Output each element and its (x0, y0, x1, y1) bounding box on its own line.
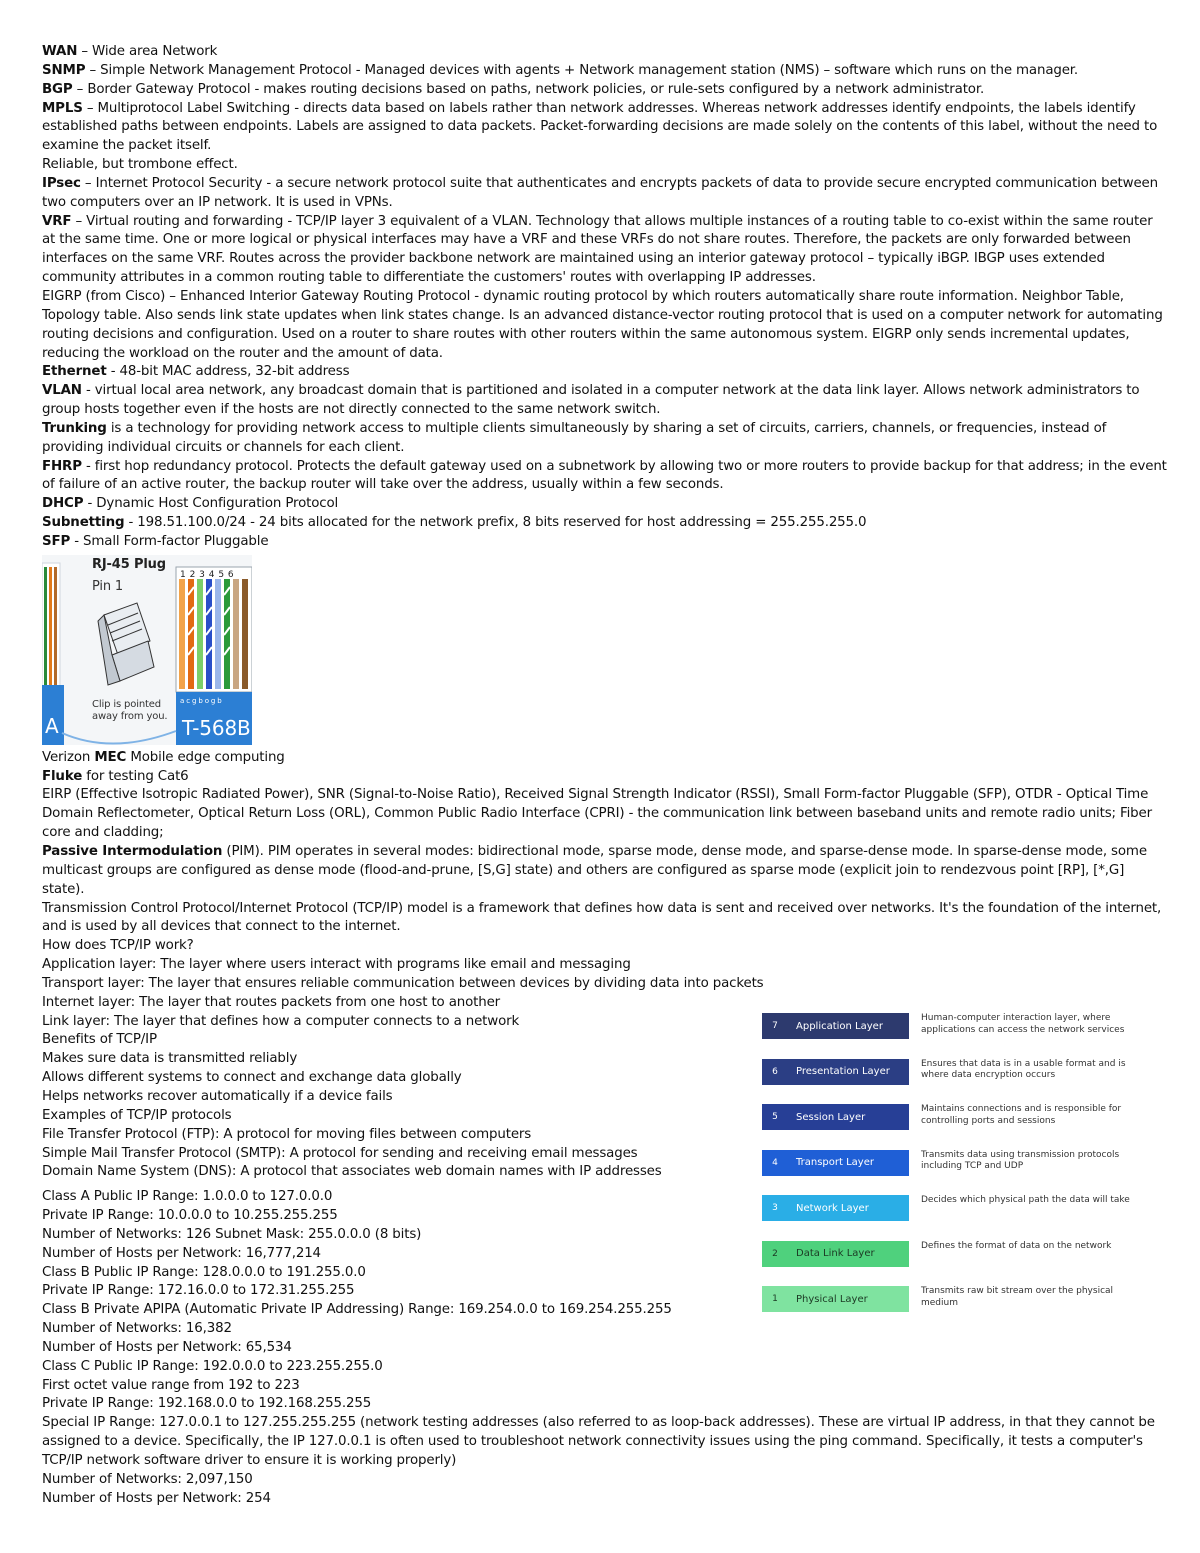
pin-number: 1 (180, 569, 186, 580)
ip-range-line: Private IP Range: 192.168.0.0 to 192.168.255.255 (42, 1396, 372, 1412)
tcp-ip-line: Simple Mail Transfer Protocol (SMTP): A protocol for sending and receiving email messages (42, 1145, 638, 1161)
tcp-ip-line: Examples of TCP/IP protocols (42, 1107, 232, 1123)
osi-layer-name: Session Layer (796, 1111, 866, 1123)
osi-layer-box (762, 1059, 909, 1085)
osi-layer-box (762, 1241, 909, 1267)
definition-paragraph (42, 533, 1167, 552)
definition-term: FHRP (42, 458, 82, 474)
definition-paragraph (42, 420, 1167, 458)
ip-range-line: Number of Networks: 2,097,150 (42, 1471, 253, 1487)
pin-number: 2 (189, 569, 196, 580)
osi-layer-box (762, 1195, 909, 1221)
tcp-ip-line: Allows different systems to connect and exchange data globally (42, 1070, 462, 1086)
tcp-ip-line: Link layer: The layer that defines how a computer connects to a network (42, 1013, 520, 1029)
osi-layer-number: 5 (772, 1112, 778, 1122)
osi-layer-number: 4 (772, 1157, 778, 1168)
osi-layer-description: Maintains connections and is responsible for controlling ports and sessions (921, 1104, 1122, 1126)
definition-text: EIRP (Effective Isotropic Radiated Power), SNR (Signal-to-Noise Ratio), Received Signal Strength Indicator (RSSI), Small Form-factor Pluggable (SFP), OTDR - Optical Time Domain Reflectometer, Optical Return Loss (ORL), Common Public Radio Interface (CPRI) - the communication link between baseband units and remote radio units; Fiber core and cladding; (42, 787, 1152, 841)
rj45-left-label: A (45, 713, 59, 738)
definition-term: MPLS (42, 100, 83, 116)
definition-term: Passive Intermodulation (42, 844, 223, 859)
rj45-title: RJ-45 Plug (92, 556, 166, 572)
tcp-ip-line: File Transfer Protocol (FTP): A protocol for moving files between computers (42, 1126, 532, 1142)
definition-term: BGP (42, 81, 73, 97)
definition-text: - Dynamic Host Configuration Protocol (83, 496, 339, 512)
osi-layer-name: Presentation Layer (796, 1066, 890, 1077)
definition-paragraph (42, 100, 1167, 157)
tcp-ip-line: Makes sure data is transmitted reliably (42, 1051, 298, 1067)
definition-term: Fluke (42, 768, 83, 784)
osi-layer-name: Application Layer (796, 1020, 883, 1032)
definition-term: WAN (42, 44, 78, 59)
osi-layer-row (762, 1059, 1152, 1105)
definition-paragraph (42, 81, 1167, 100)
definition-text: – Simple Network Management Protocol - Managed devices with agents + Network management station (NMS) – software which runs on the manager. (85, 62, 1079, 78)
definition-text: - Small Form-factor Pluggable (70, 533, 269, 549)
osi-layer-number: 6 (772, 1066, 778, 1077)
osi-layer-description: Defines the format of data on the network (921, 1240, 1112, 1251)
definition-text: – Border Gateway Protocol - makes routing decisions based on paths, network policies, or rule-sets configured by a network administrator. (72, 81, 985, 97)
ip-range-line: Class A Public IP Range: 1.0.0.0 to 127.0.0.0 (42, 1189, 333, 1205)
osi-layer-box (762, 1013, 909, 1039)
definitions-list-2 (42, 749, 1167, 937)
osi-layer-row (762, 1150, 1152, 1196)
definition-paragraph (42, 43, 1167, 62)
definition-term: Ethernet (42, 364, 107, 380)
definition-paragraph (42, 768, 1167, 787)
ip-range-line: Number of Networks: 126 Subnet Mask: 255.0.0.0 (8 bits) (42, 1226, 422, 1242)
rj45-pin-label: Pin 1 (92, 578, 124, 594)
definition-text: - 198.51.100.0/24 - 24 bits allocated for the network prefix, 8 bits reserved for host addressing = 255.255.255.0 (124, 515, 867, 531)
tcp-ip-line: Transport layer: The layer that ensures reliable communication between devices by dividing data into packets (42, 975, 764, 991)
definition-text: - first hop redundancy protocol. Protects the default gateway used on a subnetwork by allowing two or more routers to provide backup for that address; in the event of failure of an active router, the backup router will take over the address, usually within a few seconds. (42, 458, 1167, 493)
osi-layer-name: Transport Layer (796, 1157, 874, 1168)
pin-number: 6 (227, 569, 234, 580)
definition-paragraph (42, 288, 1167, 363)
ip-range-line: Number of Networks: 16,382 (42, 1321, 232, 1337)
definition-paragraph (42, 843, 1167, 900)
definition-text: – Wide area Network (77, 44, 218, 59)
osi-layer-description: Human-computer interaction layer, where applications can access the network services (921, 1013, 1125, 1035)
osi-layer-name: Data Link Layer (796, 1248, 875, 1259)
ip-range-line: Special IP Range: 127.0.0.1 to 127.255.255.255 (network testing addresses (also referred to as loop-back addresses). These are virtual IP address, in that they cannot be assigned to a device. Specifically, the IP 127.0.0.1 is often used to troubleshoot network connectivity issues using the ping command. Specifically, it tests a computer's TCP/IP network software driver to ensure it is working properly) (42, 1415, 1155, 1468)
osi-layer-row (762, 1104, 1152, 1150)
tcp-ip-line: Helps networks recover automatically if a device fails (42, 1088, 393, 1104)
osi-layer-description: Transmits raw bit stream over the physical medium (921, 1286, 1114, 1308)
definition-term: VLAN (42, 383, 82, 399)
osi-layer-box (762, 1150, 909, 1176)
definition-paragraph (42, 382, 1167, 420)
definition-text: - virtual local area network, any broadcast domain that is partitioned and isolated in a computer network at the data link layer. Allows network administrators to group hosts together even if the hosts are not directly connected to the same network switch. (42, 383, 1140, 418)
definition-text: Transmission Control Protocol/Internet Protocol (TCP/IP) model is a framework that defines how data is sent and received over networks. It's the foundation of the internet, and is used by all devices that connect to the internet. (42, 900, 1162, 935)
definition-term: IPsec (42, 175, 81, 191)
definition-text: Mobile edge computing (126, 749, 285, 765)
tcp-ip-line: Internet layer: The layer that routes packets from one host to another (42, 994, 501, 1010)
definition-text: EIGRP (from Cisco) – Enhanced Interior Gateway Routing Protocol - dynamic routing protocol by which routers automatically share route information. Neighbor Table, Topology table. Also sends link state updates when link states change. Is an advanced distance-vector routing protocol that is used on a computer network for automating routing decisions and configuration. Used on a router to share routes with other routers within the same autonomous system. EIGRP only sends incremental updates, reducing the workload on the router and the amount of data. (42, 288, 1163, 361)
definition-paragraph (42, 62, 1167, 81)
definition-paragraph (42, 495, 1167, 514)
rj45-clip-note-2: away from you. (92, 710, 168, 722)
definition-term: Trunking (42, 420, 107, 436)
definition-text: is a technology for providing network access to multiple clients simultaneously by sharing a set of circuits, carriers, channels, or frequencies, instead of providing individual circuits or channels for each client. (42, 420, 1107, 455)
definition-term: SNMP (42, 62, 86, 78)
osi-layer-name: Physical Layer (796, 1293, 868, 1305)
osi-layer-row (762, 1241, 1152, 1287)
ip-range-line: Class B Private APIPA (Automatic Private IP Addressing) Range: 169.254.0.0 to 169.254.255.255 (42, 1302, 672, 1318)
definition-term: SFP (42, 533, 71, 549)
definition-paragraph (42, 786, 1167, 843)
osi-layer-box (762, 1104, 909, 1130)
definition-text: – Virtual routing and forwarding - TCP/IP layer 3 equivalent of a VLAN. Technology that allows multiple instances of a routing table to co-exist within the same router at the same time. One or more logical or physical interfaces may have a VRF and these VRFs do not share routes. Therefore, the packets are only forwarded between interfaces on the same VRF. Routes across the provider backbone network are maintained using an interior gateway protocol – typically iBGP. IBGP uses extended community attributes in a common routing table to differentiate the customers' routes with overlapping IP addresses. (42, 213, 1153, 286)
osi-layer-number: 2 (772, 1248, 778, 1259)
ip-range-line: Class B Public IP Range: 128.0.0.0 to 191.255.0.0 (42, 1264, 366, 1280)
osi-model-graphic (762, 1013, 1152, 1332)
definition-paragraph (42, 175, 1167, 213)
definition-paragraph (42, 900, 1167, 938)
tcp-ip-line: Domain Name System (DNS): A protocol that associates web domain names with IP addresses (42, 1164, 662, 1180)
osi-layer-name: Network Layer (796, 1202, 869, 1214)
tcp-ip-line: Benefits of TCP/IP (42, 1032, 157, 1048)
rj45-bottom-letters: a c g b o g b (180, 696, 222, 705)
osi-layer-description: Ensures that data is in a usable format and is where data encryption occurs (921, 1058, 1126, 1080)
definitions-list (42, 43, 1167, 552)
rj45-right-label: T-568B (182, 715, 251, 740)
definition-paragraph (42, 213, 1167, 288)
definition-term: Subnetting (42, 515, 125, 531)
ip-range-line: Class C Public IP Range: 192.0.0.0 to 223.255.255.0 (42, 1358, 383, 1374)
osi-layer-description: Decides which physical path the data will take (921, 1195, 1130, 1205)
osi-layer-row (762, 1195, 1152, 1241)
rj45-clip-note-1: Clip is pointed (92, 698, 161, 710)
ip-range-line: Private IP Range: 172.16.0.0 to 172.31.255.255 (42, 1283, 355, 1299)
definition-text: – Multiprotocol Label Switching - directs data based on labels rather than network addresses. Whereas network addresses identify endpoints, the labels identify established paths between endpoints. Labels are assigned to data packets. Packet-forwarding decisions are made solely on the contents of this label, without the need to examine the packet itself. (42, 100, 1158, 154)
rj45-plug-image (42, 555, 252, 745)
osi-layer-row (762, 1286, 1152, 1332)
tcp-ip-line: How does TCP/IP work? (42, 938, 194, 954)
definition-text: (PIM). PIM operates in several modes: bidirectional mode, sparse mode, dense mode, and sparse-dense mode. In sparse-dense mode, some multicast groups are configured as dense mode (flood-and-prune, [S,G] state) and others are configured as sparse mode (explicit join to rendezvous point [RP], [*,G] state). (42, 844, 1147, 897)
definition-paragraph (42, 514, 1167, 533)
osi-layer-number: 7 (772, 1021, 778, 1031)
definition-term: MEC (94, 749, 127, 765)
osi-layer-row (762, 1013, 1152, 1059)
definition-prefix: Verizon (42, 749, 95, 765)
ip-range-line: Private IP Range: 10.0.0.0 to 10.255.255.255 (42, 1208, 338, 1224)
definition-term: DHCP (42, 496, 84, 512)
definition-paragraph (42, 363, 1167, 382)
osi-layer-description: Transmits data using transmission protocols including TCP and UDP (921, 1149, 1120, 1171)
definition-text: for testing Cat6 (82, 768, 189, 784)
pin-number: 3 (199, 569, 205, 580)
definition-text: Reliable, but trombone effect. (42, 157, 238, 173)
osi-layer-number: 1 (772, 1294, 778, 1304)
definition-paragraph (42, 156, 1167, 175)
pin-number: 5 (218, 569, 224, 580)
ip-range-line: Number of Hosts per Network: 16,777,214 (42, 1245, 321, 1261)
definition-term: VRF (42, 213, 72, 229)
definition-text: – Internet Protocol Security - a secure network protocol suite that authenticates and encrypts packets of data to provide secure encrypted communication between two computers over an IP network. It is used in VPNs. (42, 175, 1158, 210)
definition-paragraph (42, 749, 1167, 768)
definition-text: - 48-bit MAC address, 32-bit address (106, 364, 350, 380)
definition-paragraph (42, 458, 1167, 496)
ip-range-line: Number of Hosts per Network: 254 (42, 1490, 271, 1506)
tcp-ip-line: Application layer: The layer where users interact with programs like email and messaging (42, 957, 631, 973)
ip-range-line: Number of Hosts per Network: 65,534 (42, 1339, 292, 1355)
osi-layer-box (762, 1286, 909, 1312)
pin-number: 4 (208, 569, 215, 580)
osi-layer-number: 3 (772, 1203, 778, 1213)
ip-range-line: First octet value range from 192 to 223 (42, 1377, 300, 1393)
